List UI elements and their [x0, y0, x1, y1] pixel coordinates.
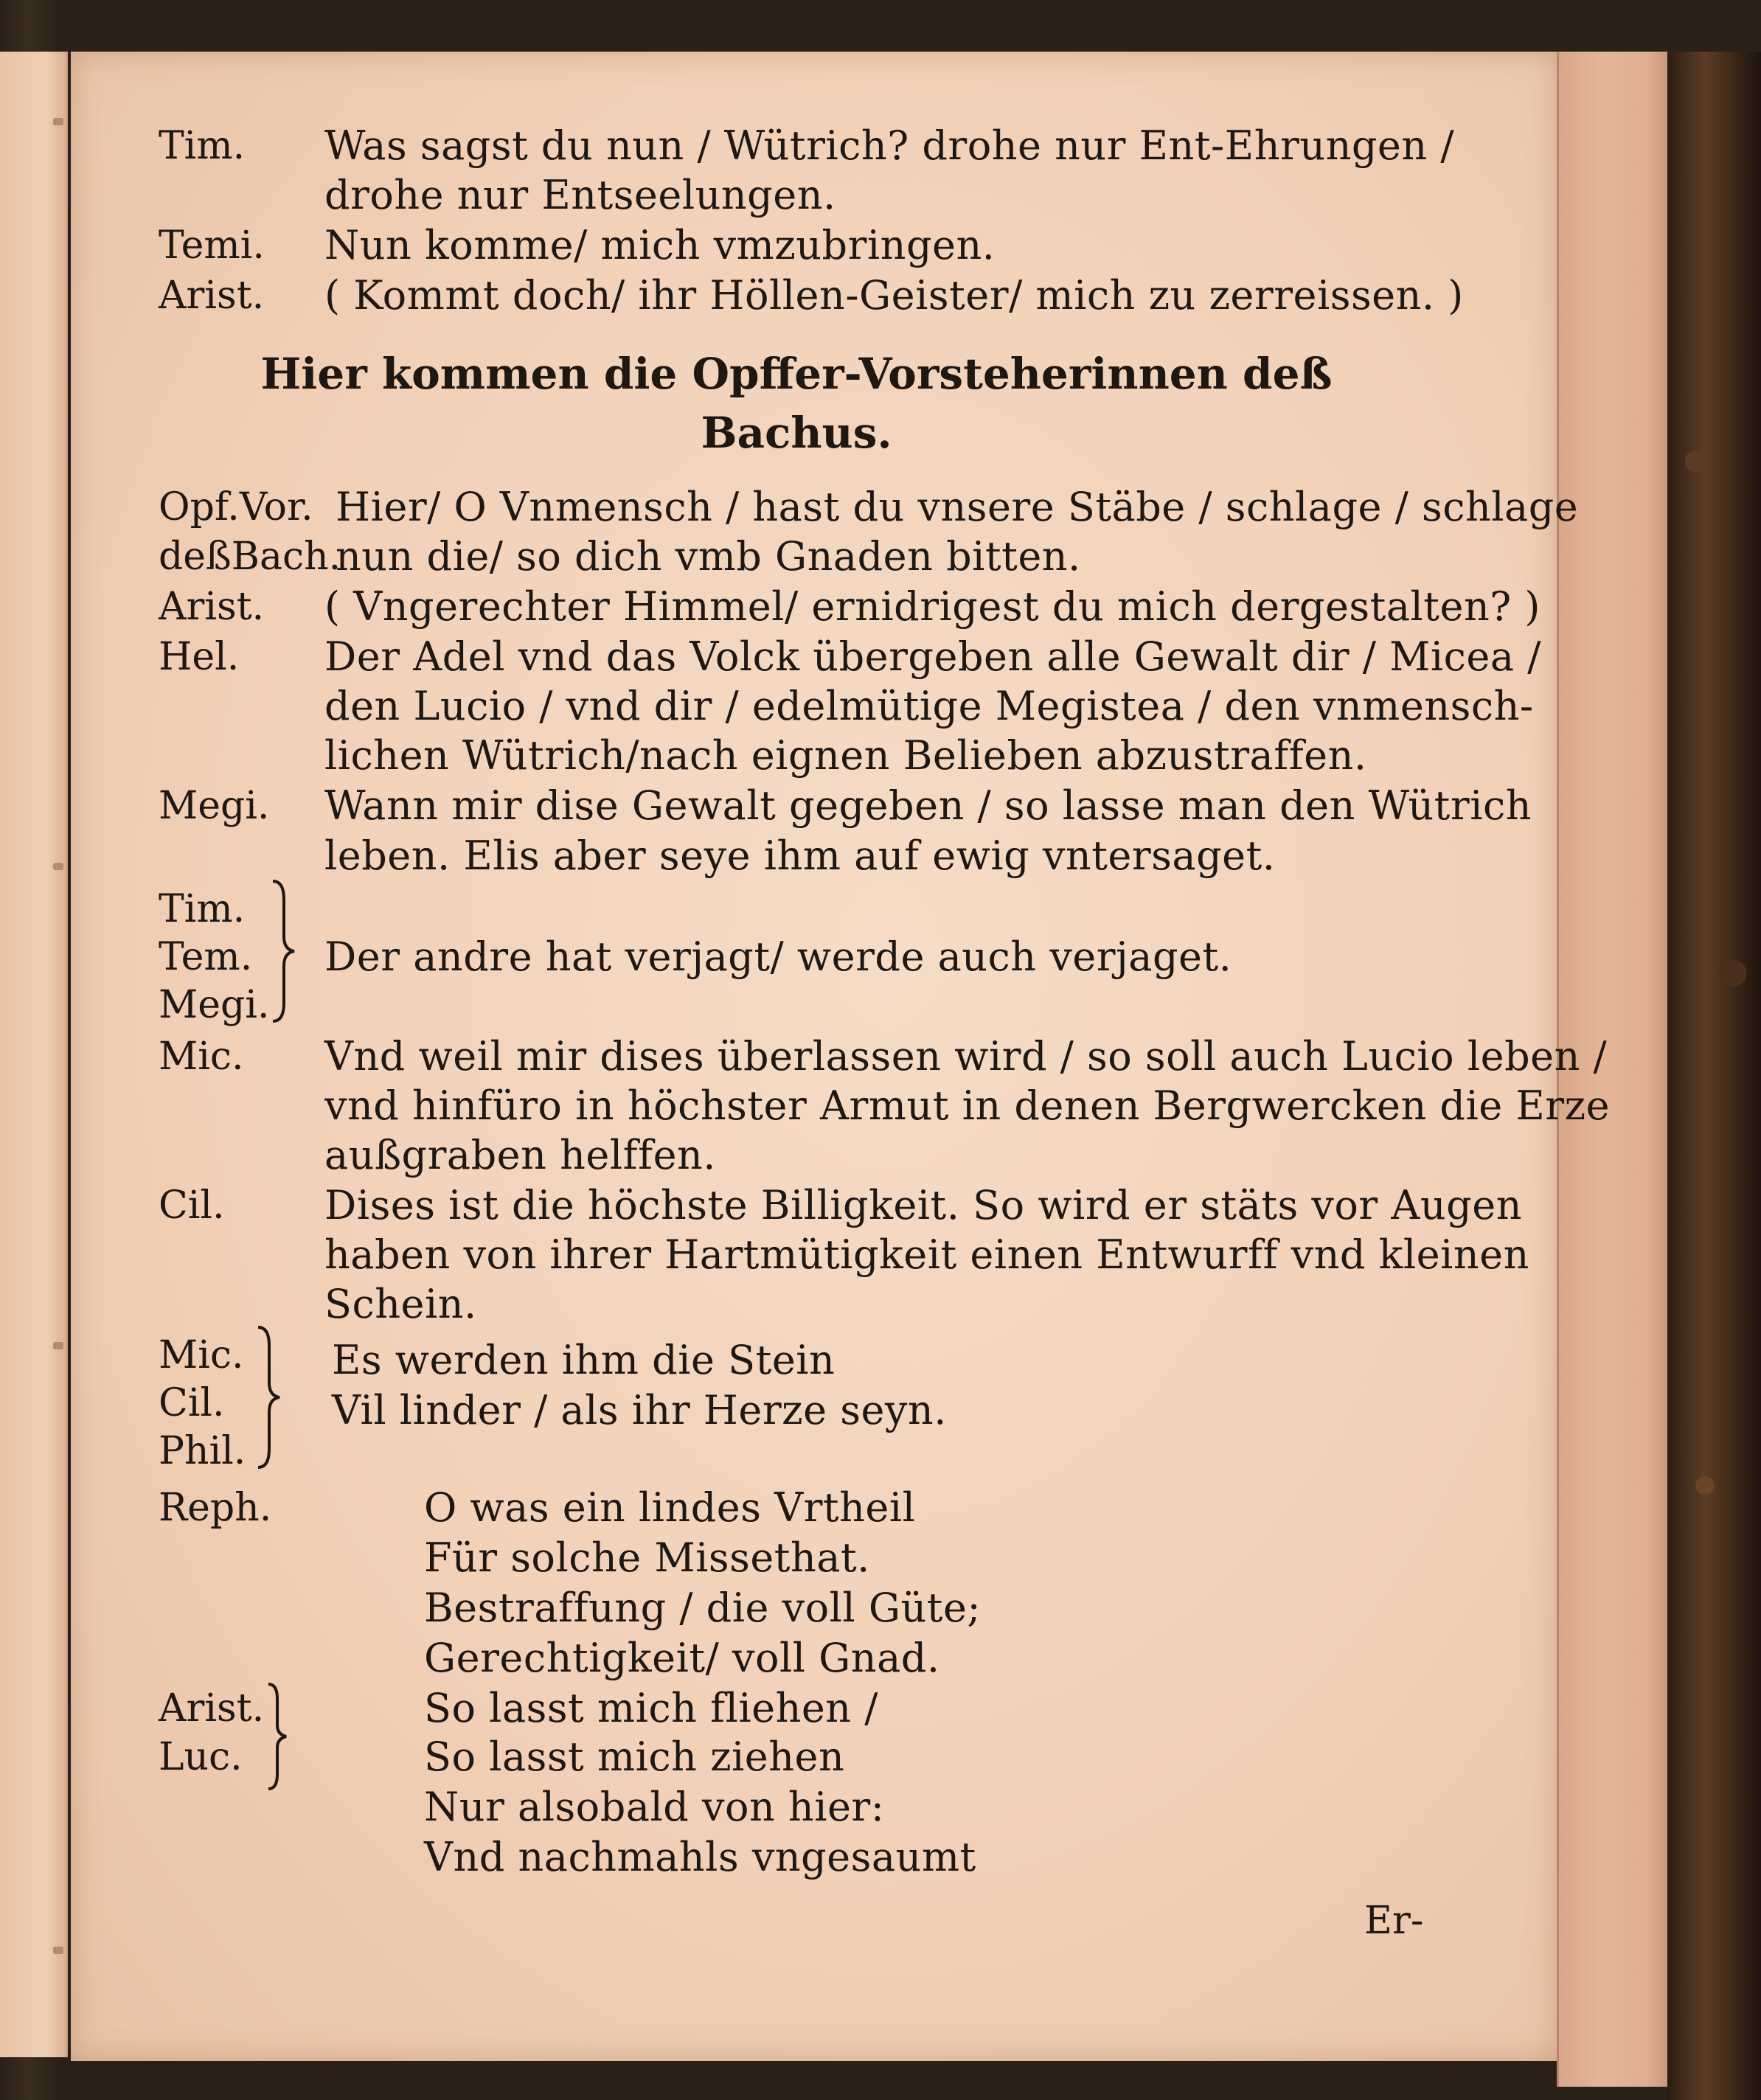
- verse-line: Gerechtigkeit/ voll Gnad.: [424, 1635, 940, 1681]
- verse-line: So lasst mich fliehen /: [424, 1685, 878, 1731]
- dialogue-line: Der andre hat verjagt/ werde auch verjaget.: [324, 933, 1232, 980]
- speaker-label: Opf.Vor.: [159, 485, 313, 529]
- dialogue-line: ( Vngerechter Himmel/ ernidrigest du mich dergestalten? ): [324, 583, 1541, 630]
- verse-line: Bestraffung / die voll Güte;: [424, 1585, 982, 1631]
- verse-line: O was ein lindes Vrtheil: [424, 1484, 916, 1531]
- dialogue-line: Nun komme/ mich vmzubringen.: [324, 222, 996, 268]
- speaker-label: Megi.: [159, 983, 270, 1027]
- binding-stitch: [53, 1342, 63, 1349]
- speaker-label: Arist.: [159, 274, 265, 318]
- speaker-label: Arist.: [159, 585, 265, 629]
- dialogue-line: Vnd weil mir dises überlassen wird / so soll auch Lucio leben /: [324, 1033, 1608, 1079]
- speaker-label: Phil.: [159, 1429, 246, 1473]
- binding-stitch: [53, 863, 63, 870]
- dialogue-line: lichen Wütrich/nach eignen Belieben abzustraffen.: [324, 732, 1367, 779]
- dialogue-line: Was sagst du nun / Wütrich? drohe nur Ent-Ehrungen /: [324, 122, 1455, 169]
- speaker-label: deßBach.: [159, 535, 341, 579]
- speaker-label: Tim.: [159, 887, 246, 931]
- group-brace: [265, 1681, 291, 1792]
- dialogue-line: nun die/ so dich vmb Gnaden bitten.: [336, 533, 1081, 580]
- dialogue-line: den Lucio / vnd dir / edelmütige Megistea / den vnmensch-: [324, 683, 1534, 729]
- speaker-label: Mic.: [159, 1333, 244, 1377]
- dialogue-line: Es werden ihm die Stein: [332, 1337, 836, 1383]
- speaker-label: Mic.: [159, 1035, 244, 1079]
- speaker-label: Megi.: [159, 784, 270, 828]
- verse-line: Vnd nachmahls vngesaumt: [424, 1834, 976, 1880]
- group-brace: [254, 1324, 284, 1471]
- dialogue-line: Dises ist die höchste Billigkeit. So wird er stäts vor Augen: [324, 1182, 1522, 1228]
- dialogue-line: Der Adel vnd das Volck übergeben alle Gewalt dir / Micea /: [324, 633, 1541, 680]
- dialogue-line: vnd hinfüro in höchster Armut in denen Bergwercken die Erze: [324, 1082, 1611, 1129]
- speaker-label: Luc.: [159, 1735, 243, 1779]
- binding-stitch: [53, 1947, 63, 1954]
- dialogue-line: leben. Elis aber seye ihm auf ewig vntersaget.: [324, 832, 1276, 879]
- speaker-label: Hel.: [159, 635, 240, 679]
- speaker-label: Cil.: [159, 1381, 225, 1425]
- verse-line: Für solche Missethat.: [424, 1534, 870, 1581]
- speaker-label: Temi.: [159, 223, 265, 268]
- marbled-cover: [1667, 52, 1761, 2100]
- group-brace: [269, 877, 299, 1025]
- dialogue-line: Hier/ O Vnmensch / hast du vnsere Stäbe / schlage / schlage: [336, 484, 1579, 530]
- speaker-label: Arist.: [159, 1686, 265, 1731]
- dialogue-line: Schein.: [324, 1281, 477, 1327]
- left-page-edge: [0, 52, 68, 2057]
- dialogue-line: haben von ihrer Hartmütigkeit einen Entwurff vnd kleinen: [324, 1231, 1529, 1278]
- binding-stitch: [53, 118, 63, 125]
- speaker-label: Tem.: [159, 935, 253, 979]
- speaker-label: Tim.: [159, 124, 246, 168]
- scene-heading: Hier kommen die Opffer-Vorsteherinnen deß: [260, 349, 1333, 399]
- speaker-label: Cil.: [159, 1183, 225, 1228]
- verse-line: So lasst mich ziehen: [424, 1734, 845, 1780]
- catchword: Er-: [1364, 1899, 1424, 1943]
- verse-line: Nur alsobald von hier:: [424, 1784, 885, 1830]
- dialogue-line: ( Kommt doch/ ihr Höllen-Geister/ mich zu zerreissen. ): [324, 272, 1464, 319]
- dialogue-line: Vil linder / als ihr Herze seyn.: [332, 1387, 947, 1433]
- scene-heading-continued: Bachus.: [701, 408, 892, 458]
- dialogue-line: drohe nur Entseelungen.: [324, 172, 836, 218]
- dialogue-line: außgraben helffen.: [324, 1132, 716, 1178]
- speaker-label: Reph.: [159, 1486, 272, 1530]
- dialogue-line: Wann mir dise Gewalt gegeben / so lasse man den Wütrich: [324, 782, 1532, 829]
